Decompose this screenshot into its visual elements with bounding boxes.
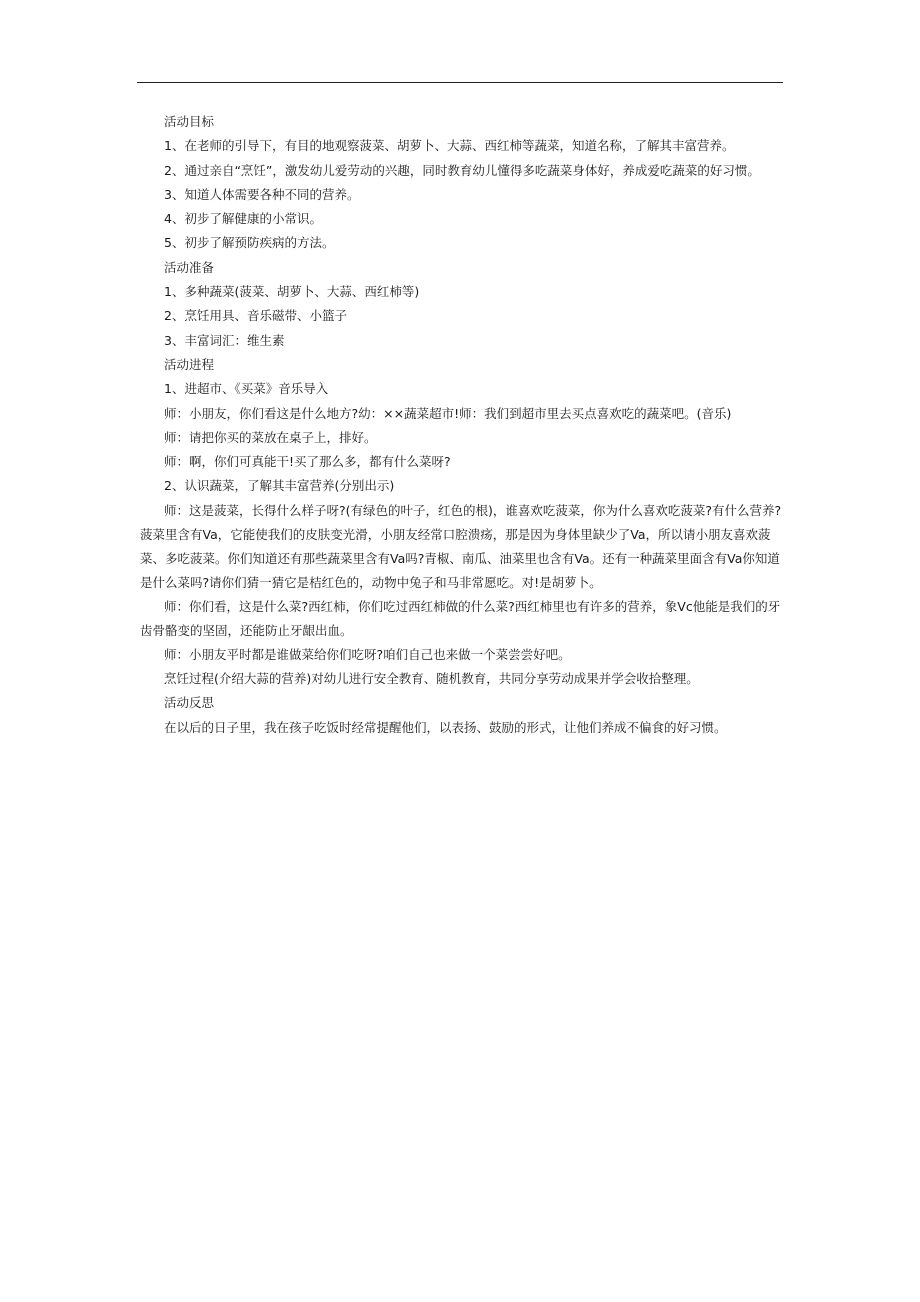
prep-item: 3、丰富词汇：维生素	[164, 332, 285, 348]
paragraph-spinach: 师：这是菠菜，长得什么样子呀?(有绿色的叶子，红色的根)，谁喜欢吃菠菜，你为什么喜欢吃菠菜?有什么营养?菠菜里含有Va，它能使我们的皮肤变光滑，小朋友经常口腔溃疡，那是因为身体里缺少了Va，所以请小朋友喜欢菠菜、多吃菠菜。你们知道还有那些蔬菜里含有Va吗?青椒、南瓜、油菜里也含有Va。还有一种蔬菜里面含有Va你知道是什么菜吗?请你们猜一猜它是桔红色的，动物中兔子和马非常愿吃。对!是胡萝卜。	[140, 502, 782, 590]
process-item: 2、认识蔬菜，了解其丰富营养(分别出示)	[164, 478, 395, 494]
process-item: 师：小朋友平时都是谁做菜给你们吃呀?咱们自己也来做一个菜尝尝好吧。	[164, 646, 571, 662]
reflection-text: 在以后的日子里，我在孩子吃饭时经常提醒他们，以表扬、鼓励的形式，让他们养成不偏食的好习惯。	[164, 719, 727, 735]
goal-item: 5、初步了解预防疾病的方法。	[164, 235, 335, 251]
goal-item: 3、知道人体需要各种不同的营养。	[164, 186, 360, 202]
section-heading-reflection: 活动反思	[164, 695, 215, 711]
process-item: 师：啊，你们可真能干!买了那么多，都有什么菜呀?	[164, 454, 451, 470]
prep-item: 1、多种蔬菜(菠菜、胡萝卜、大蒜、西红柿等)	[164, 284, 420, 300]
section-heading-process: 活动进程	[164, 356, 215, 372]
process-item: 烹饪过程(介绍大蒜的营养)对幼儿进行安全教育、随机教育，共同分享劳动成果并学会收拾整理。	[164, 671, 699, 687]
document-body	[140, 110, 784, 740]
process-item: 1、进超市、《买菜》音乐导入	[164, 381, 329, 397]
prep-item: 2、烹饪用具、音乐磁带、小篮子	[164, 308, 347, 324]
goal-item: 1、在老师的引导下，有目的地观察菠菜、胡萝卜、大蒜、西红柿等蔬菜，知道名称，了解其丰富营养。	[164, 138, 735, 154]
process-item: 师：小朋友，你们看这是什么地方?幼：××蔬菜超市!师：我们到超市里去买点喜欢吃的蔬菜吧。(音乐)	[164, 405, 732, 421]
goal-item: 4、初步了解健康的小常识。	[164, 211, 322, 227]
section-heading-goals: 活动目标	[164, 114, 215, 129]
goal-item: 2、通过亲自“烹饪”，激发幼儿爱劳动的兴趣，同时教育幼儿懂得多吃蔬菜身体好，养成爱吃蔬菜的好习惯。	[164, 162, 760, 178]
section-heading-preparation: 活动准备	[164, 259, 215, 275]
header-rule	[137, 82, 783, 83]
process-item: 师：请把你买的菜放在桌子上，排好。	[164, 429, 377, 445]
paragraph-tomato: 师：你们看，这是什么菜?西红柿，你们吃过西红柿做的什么菜?西红柿里也有许多的营养，象Vc他能是我们的牙齿骨骼变的坚固，还能防止牙龈出血。	[140, 598, 781, 638]
